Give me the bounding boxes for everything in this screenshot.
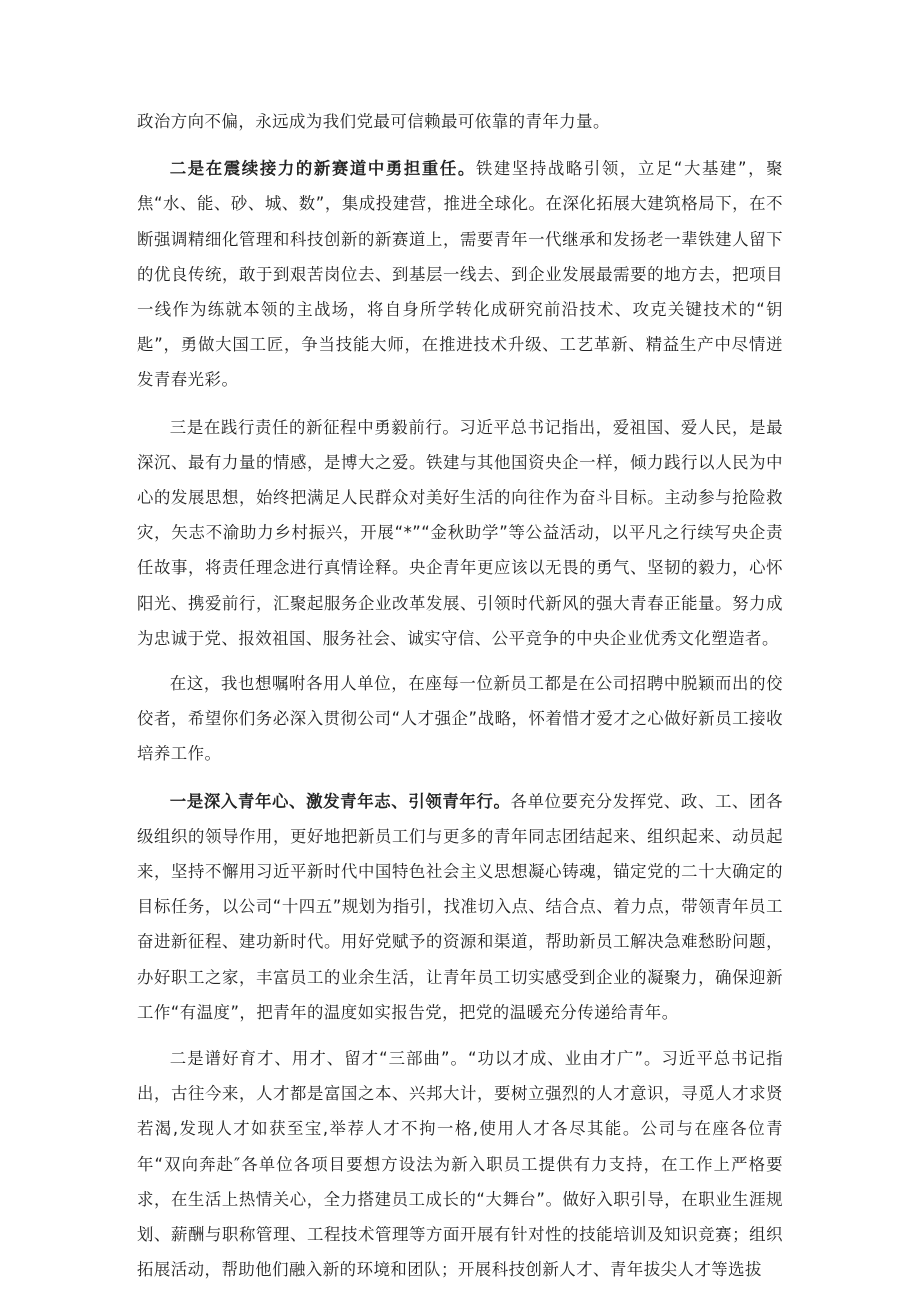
paragraph-continuation (137, 104, 783, 139)
paragraph-text: 铁建坚持战略引领，立足“大基建”，聚焦“水、能、砂、城、数”，集成投建营，推进全球化。在深化拓展大建筑格局下，在不断强调精细化管理和科技创新的新赛道上，需要青年一代继承和发扬老一辈铁建人留下的优良传统，敢于到艰苦岗位去、到基层一线去、到企业发展最需要的地方去，把项目一线作为练就本领的主战场，将自身所学转化成研究前沿技术、攻克关键技术的“钥匙”，勇做大国工匠，争当技能大师，在推进技术升级、工艺革新、精益生产中尽情迸发青春光彩。 (137, 159, 784, 390)
paragraph-text: 在这，我也想嘱咐各用人单位，在座每一位新员工都是在公司招聘中脱颖而出的佼佼者，希望你们务必深入贯彻公司“人才强企”战略，怀着惜才爱才之心做好新员工接收培养工作。 (137, 674, 783, 764)
paragraph-lead: 二是在震续接力的新赛道中勇担重任。 (169, 159, 476, 179)
paragraph-instruction-units (137, 666, 783, 772)
paragraph-point-two-new-track (137, 151, 783, 397)
paragraph-point-two-talent (137, 1041, 783, 1287)
paragraph-text: 政治方向不偏，永远成为我们党最可信赖最可依靠的青年力量。 (137, 112, 610, 131)
paragraph-text: 各单位要充分发挥党、政、工、团各级组织的领导作用，更好地把新员工们与更多的青年同志团结起来、组织起来、动员起来，坚持不懈用习近平新时代中国特色社会主义思想凝心铸魂，锚定党的二十大确定的目标任务，以公司“十四五”规划为指引，找准切入点、结合点、着力点，带领青年员工奋进新征程、建功新时代。用好党赋予的资源和渠道，帮助新员工解决急难愁盼问题，办好职工之家，丰富员工的业余生活，让青年员工切实感受到企业的凝聚力，确保迎新工作“有温度”，把青年的温度如实报告党，把党的温暖充分传递给青年。 (137, 791, 783, 1022)
paragraph-text: 二是谱好育才、用才、留才“三部曲”。“功以才成、业由才广”。习近平总书记指出，古往今来，人才都是富国之本、兴邦大计，要树立强烈的人才意识，寻觅人才求贤若渴,发现人才如获至宝,举荐人才不拘一格,使用人才各尽其能。公司与在座各位青年“双向奔赴″各单位各项目要想方设法为新入职员工提供有力支持，在工作上严格要求，在生活上热情关心，全力搭建员工成长的“大舞台”。做好入职引导，在职业生涯规划、薪酬与职称管理、工程技术管理等方面开展有针对性的技能培训及知识竞赛；组织拓展活动，帮助他们融入新的环境和团队；开展科技创新人才、青年拔尖人才等选拔 (137, 1049, 783, 1280)
paragraph-point-three-responsibility (137, 410, 783, 656)
paragraph-text: 三是在践行责任的新征程中勇毅前行。习近平总书记指出，爱祖国、爱人民，是最深沉、最有力量的情感，是博大之爱。铁建与其他国资央企一样，倾力践行以人民为中心的发展思想，始终把满足人民群众对美好生活的向往作为奋斗目标。主动参与抢险救灾，矢志不渝助力乡村振兴，开展“*”“金秋助学”等公益活动，以平凡之行续写央企责任故事，将责任理念进行真情诠释。央企青年更应该以无畏的勇气、坚韧的毅力，心怀阳光、携爱前行，汇聚起服务企业改革发展、引领时代新风的强大青春正能量。努力成为忠诚于党、报效祖国、服务社会、诚实守信、公平竞争的中央企业优秀文化塑造者。 (137, 417, 783, 648)
paragraph-point-one-youth (137, 784, 783, 1030)
paragraph-lead: 一是深入青年心、激发青年志、引领青年行。 (169, 791, 511, 811)
document-page (137, 104, 783, 1298)
